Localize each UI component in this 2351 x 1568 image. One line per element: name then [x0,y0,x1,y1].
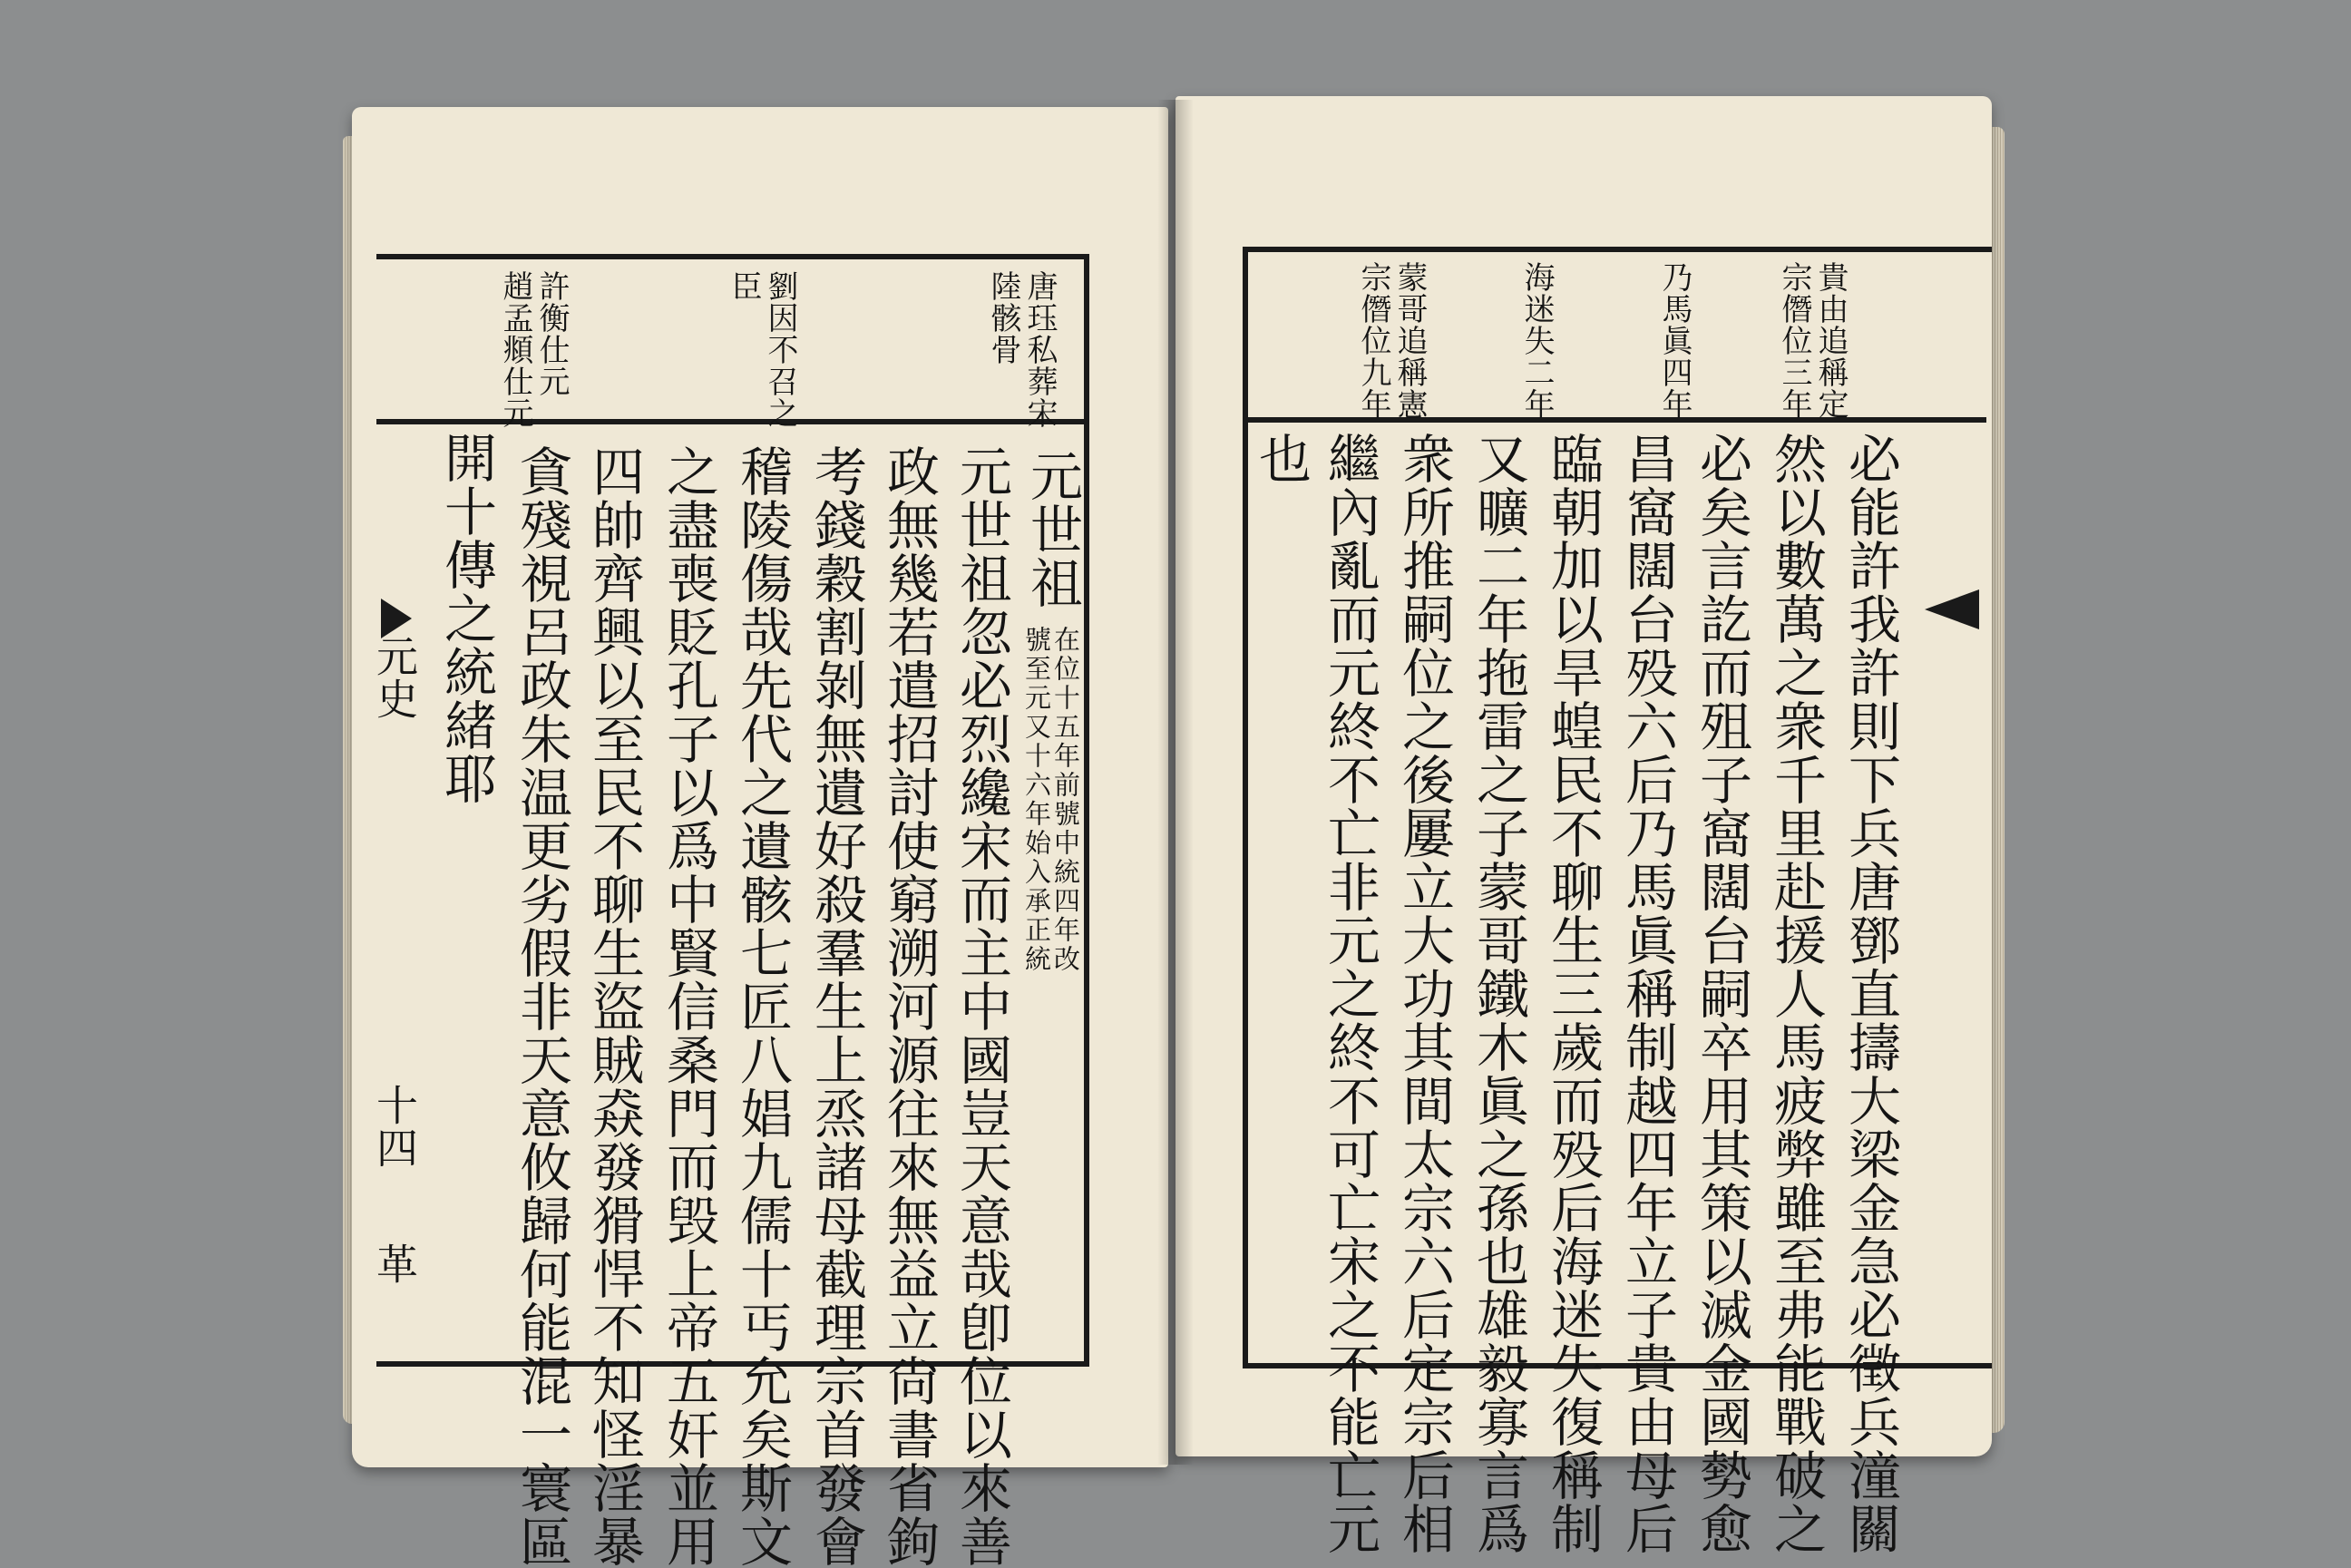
chapter-title: 元世祖 [1021,449,1083,609]
left-header-note: 趙孟頫仕元 [497,270,533,429]
right-header-note: 宗僭位九年 [1355,261,1391,420]
fishtail-mark [381,599,412,638]
text-column: 必能許我許則下兵唐鄧直擣大梁金急必徵兵潼關 [1839,432,1901,1555]
text-column: 之盡喪貶孔子以爲中賢信桑門而毁上帝五奸並用 [658,444,719,1568]
title-note: 在位十五年前號中統四年改 [1050,626,1081,974]
text-column: 元世祖忽必烈纔宋而主中國豈天意哉卽位以來善 [951,444,1012,1568]
text-column: 貪殘視呂政朱温更劣假非天意攸歸何能混一寰區 [511,444,572,1568]
right-header-rule [1243,417,1986,423]
margin-label: 革 [370,1242,419,1285]
right-header-note: 乃馬眞四年 [1656,261,1693,420]
text-column: 必矣言訖而殂子窩闊台嗣卒用其策以滅金國勢愈 [1691,432,1752,1555]
left-header-note: 劉因不召之 [762,270,798,429]
left-header-note: 臣 [726,270,762,302]
text-column: 稽陵傷哉先代之遺骸七匠八娼九儒十丐允矣斯文 [731,444,793,1568]
text-column: 政無幾若遣招討使窮溯河源往來無益立尙書省鉤 [878,444,940,1568]
text-column: 四帥齊興以至民不聊生盜賊猋發猾悍不知怪淫暴 [583,444,645,1568]
margin-leaf-number: 十四 [370,1084,419,1169]
left-header-rule [376,419,1089,424]
right-header-note: 蒙哥追稱憲 [1391,261,1428,420]
title-note: 號至元又十六年始入承正統 [1021,626,1052,974]
right-header-note: 貴由追稱定 [1812,261,1849,420]
text-column: 昌窩闊台殁六后乃馬眞稱制越四年立子貴由母后 [1616,432,1678,1555]
text-column: 臨朝加以旱蝗民不聊生三歲而殁后海迷失復稱制 [1542,432,1604,1555]
fishtail-mark [1925,589,1979,629]
text-column: 衆所推嗣位之後屢立大功其間太宗六后定宗后相 [1393,432,1455,1555]
book-gutter [1157,100,1194,1465]
left-header-note: 許衡仕元 [533,270,570,397]
text-column: 又曠二年拖雷之子蒙哥鐵木眞之孫也雄毅寡言爲 [1468,432,1529,1555]
right-header-note: 海迷失二年 [1518,261,1555,420]
text-column: 考錢穀割剝無遺好殺羣生上烝諸母截理宗首發會 [805,444,867,1568]
left-header-note: 陸骸骨 [985,270,1021,365]
text-column: 也 [1250,432,1312,485]
margin-book-title: 元史 [370,635,419,720]
right-header-note: 宗僭位三年 [1776,261,1812,420]
left-header-note: 唐珏私葬宋 [1021,270,1058,429]
text-column: 開十傳之統緒耶 [435,431,497,805]
text-column: 然以數萬之衆千里赴援人馬疲弊雖至弗能戰破之 [1765,432,1827,1555]
text-column: 繼內亂而元終不亡非元之終不可亡宋之不能亡元 [1319,432,1380,1555]
